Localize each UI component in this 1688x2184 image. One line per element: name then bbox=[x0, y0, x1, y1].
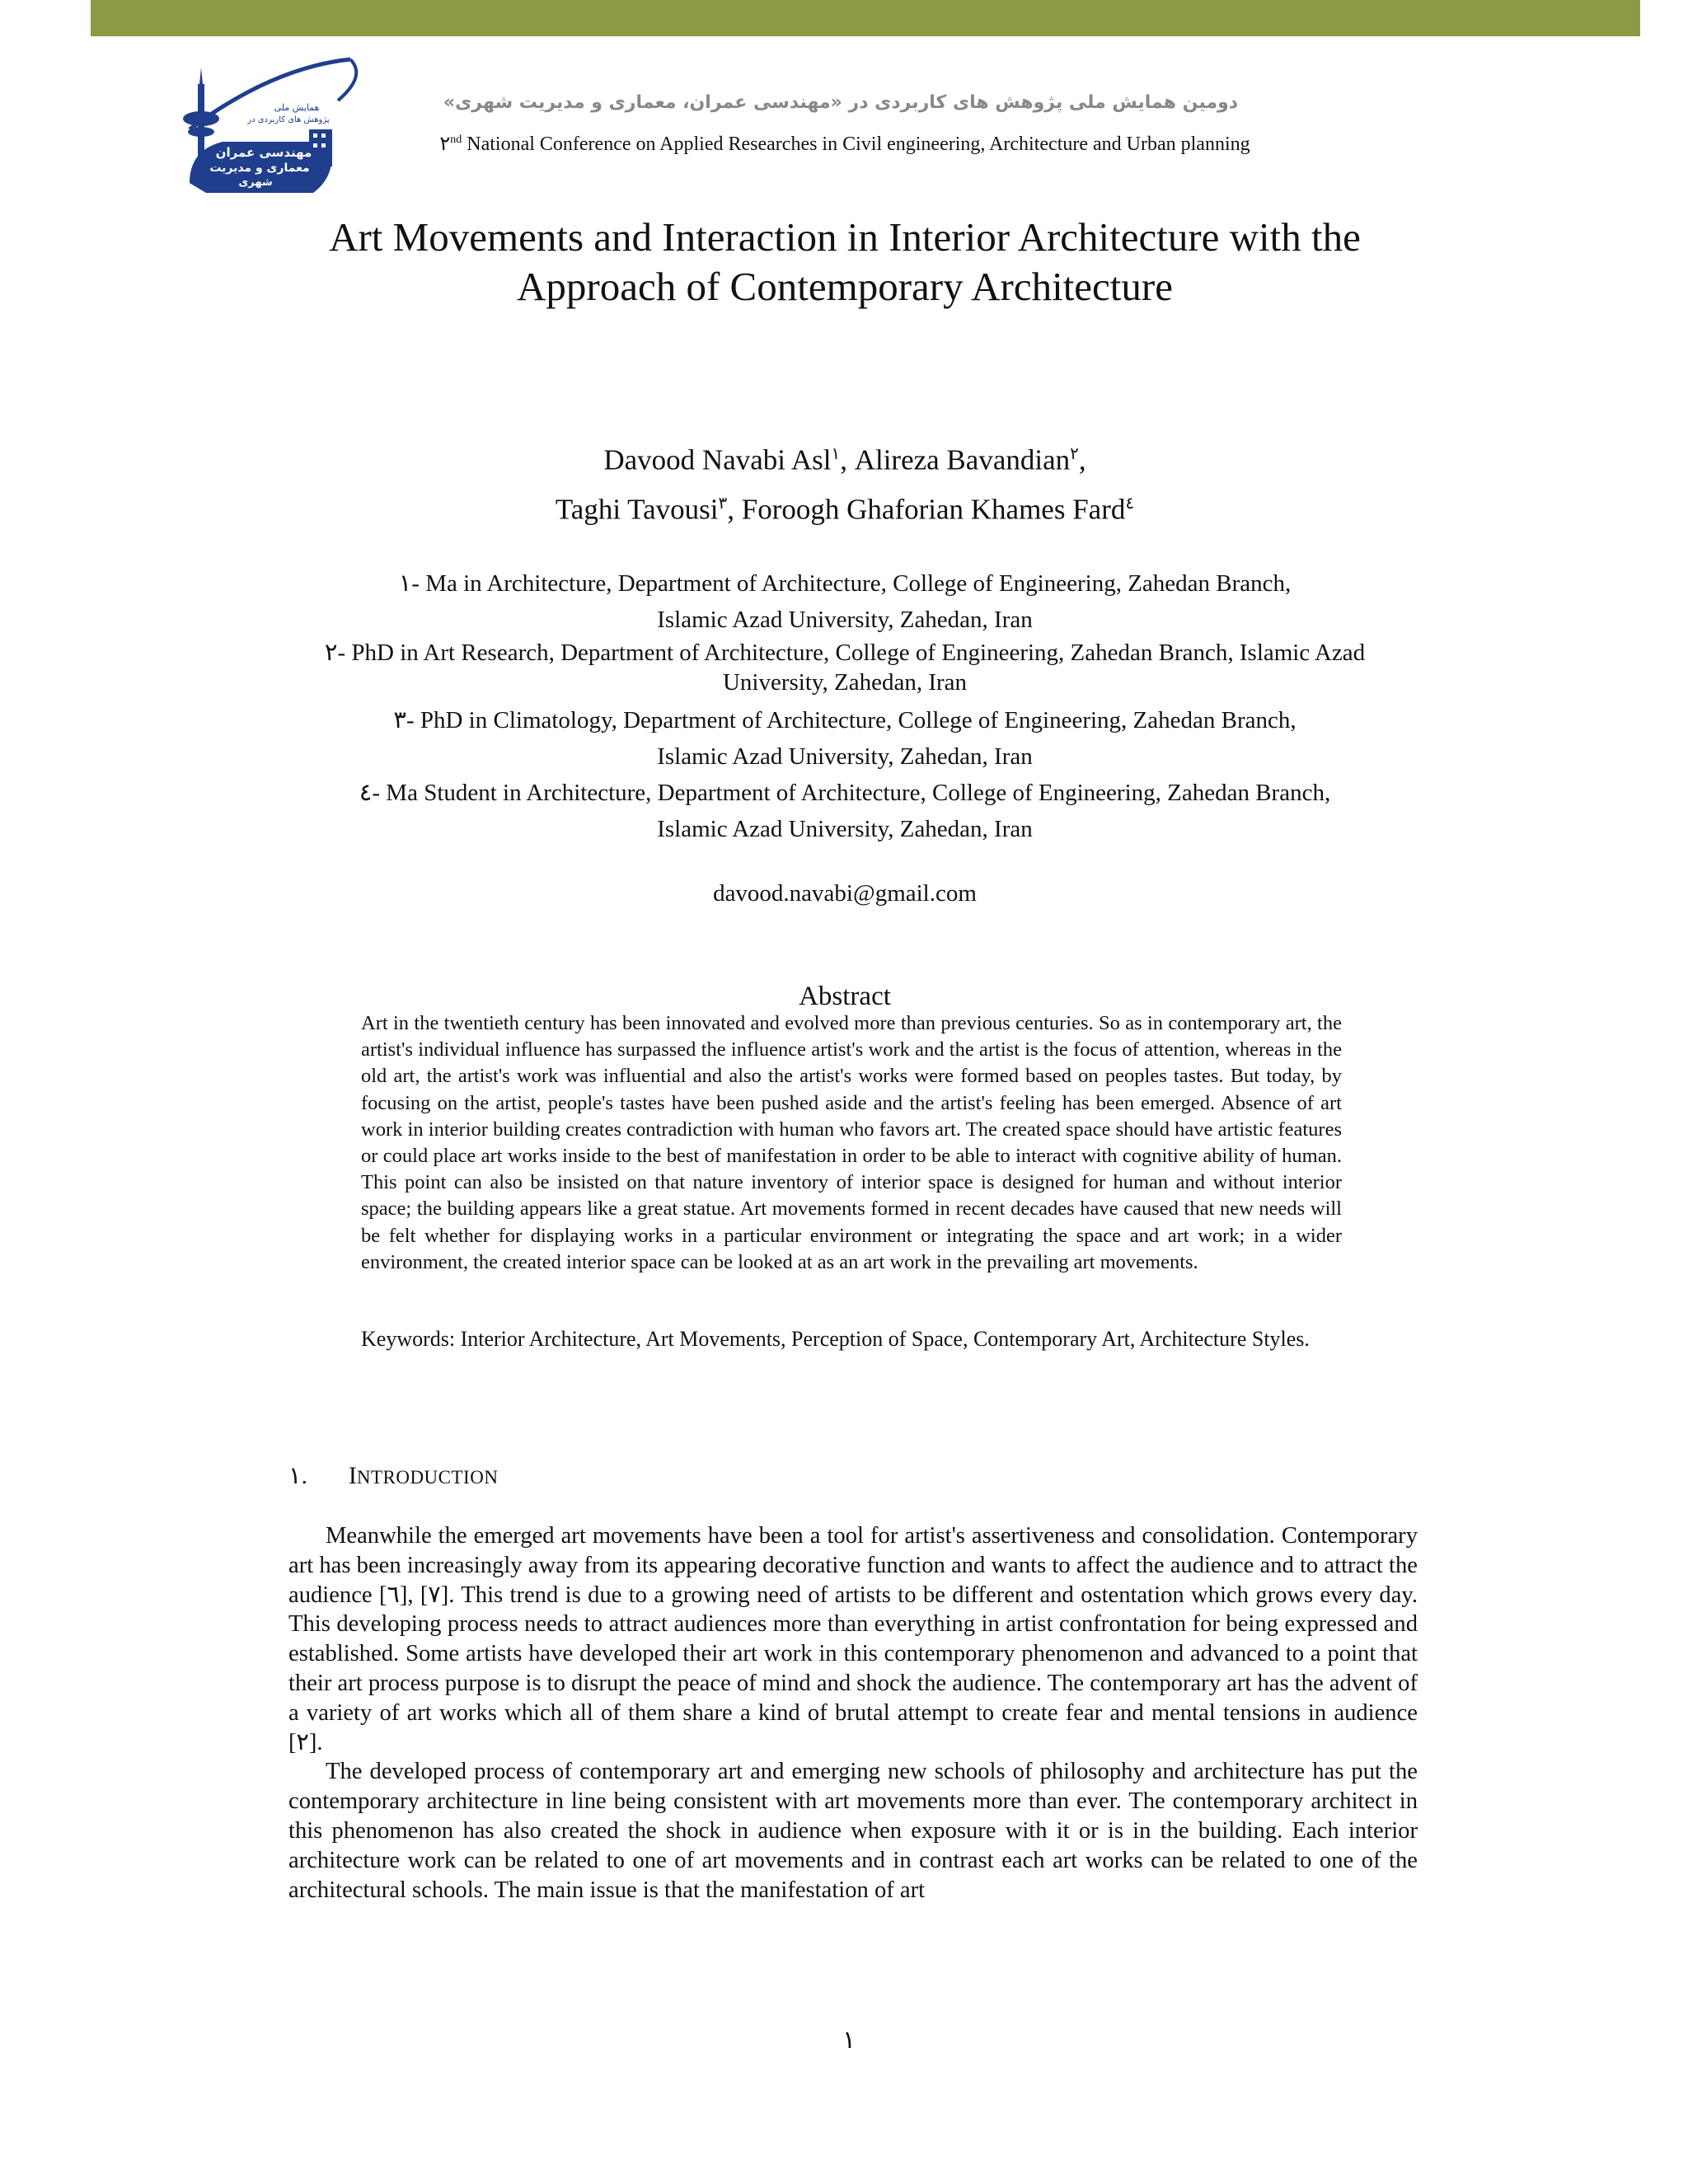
logo-text-line4: معماری و مدیریت bbox=[209, 162, 310, 175]
affiliation-line: Islamic Azad University, Zahedan, Iran bbox=[657, 743, 1033, 770]
author-affil-mark: ٤ bbox=[1125, 494, 1135, 513]
abstract-text: Art in the twentieth century has been innovated and evolved more than previous centuries. So as in contemporary art, the artist's individual influence has surpassed the influence artist's work and the artist is the focus of attention, whereas in the old art, the artist's work was influential and also the artist's works were formed based on peoples tastes. But today, by focusing on the artist, people's tastes have been pushed aside and the artist's feeling has been emerged. Absence of art work in interior building creates contradiction with human who favors art. The created space should have artistic features or could place art works inside to the best of manifestation in order to be able to interact with cognitive ability of human. This point can also be insisted on that nature inventory of interior space is designed for human and without interior space; the building appears like a great statue. Art movements formed in recent decades have caused that new needs will be felt whether for displaying works in a particular environment or integrating the space and art work; in a wider environment, the created interior space can be looked at as an art work in the prevailing art movements. bbox=[361, 1012, 1342, 1273]
affiliation-line: Islamic Azad University, Zahedan, Iran bbox=[657, 816, 1033, 842]
affiliation-line: ۳- PhD in Climatology, Department of Architecture, College of Engineering, Zahedan Branch, bbox=[393, 707, 1296, 733]
paper-title-line1: Art Movements and Interaction in Interior Architecture with the bbox=[329, 214, 1361, 260]
affiliation-item bbox=[280, 638, 1409, 697]
header-color-bar bbox=[91, 0, 1640, 36]
affiliation-item bbox=[280, 702, 1409, 775]
section-heading-introduction bbox=[288, 1461, 498, 1490]
author-separator: , bbox=[1078, 443, 1086, 476]
section-number: ۱. bbox=[288, 1463, 307, 1489]
section-title-initial: I bbox=[348, 1462, 357, 1489]
author-name: Alireza Bavandian bbox=[854, 443, 1071, 476]
author-name: Taghi Tavousi bbox=[555, 493, 719, 526]
affiliation-item bbox=[280, 775, 1409, 847]
conference-title-persian: دومین همایش ملی پژوهش های کاربردی در «مهندسی عمران، معماری و مدیریت شهری» bbox=[443, 92, 1239, 113]
conference-logo bbox=[173, 51, 363, 195]
author-separator: , bbox=[840, 443, 855, 476]
section-title-rest: NTRODUCTION bbox=[356, 1467, 499, 1488]
page-number: ۱ bbox=[842, 2027, 856, 2054]
contact-email[interactable]: davood.navabi@gmail.com bbox=[713, 880, 977, 907]
author-line-1 bbox=[198, 433, 1492, 482]
affiliation-line: ٤- Ma Student in Architecture, Department of Architecture, College of Engineering, Zahedan Branch, bbox=[359, 780, 1331, 806]
affiliation-line: ۲- PhD in Art Research, Department of Architecture, College of Engineering, Zahedan Branch, Islamic Azad bbox=[324, 640, 1366, 666]
conference-title-english bbox=[408, 132, 1282, 156]
conference-name: National Conference on Applied Researches in Civil engineering, Architecture and Urban planning bbox=[462, 134, 1250, 155]
author-affil-mark: ۳ bbox=[718, 494, 728, 513]
paragraph: Meanwhile the emerged art movements have been a tool for artist's assertiveness and consolidation. Contemporary art has been increasingly away from its appearing decorative function and wants to affect the audience and to attract the audience [٦], [٧]. This trend is due to a growing need of artists to be different and ostentation which grows every day. This developing process needs to attract audiences more than everything in artist confrontation for being expressed and established. Some artists have developed their art work in this contemporary phenomenon and advanced to a point that their art process purpose is to disrupt the peace of mind and shock the audience. The contemporary art has the advent of a variety of art works which all of them share a kind of brutal attempt to create fear and mental tensions in audience [٢]. bbox=[288, 1523, 1418, 1755]
affiliation-line: Islamic Azad University, Zahedan, Iran bbox=[657, 607, 1033, 633]
author-name: Foroogh Ghaforian Khames Fard bbox=[741, 493, 1126, 526]
keywords: Keywords: Interior Architecture, Art Movements, Perception of Space, Contemporary Art, Architecture Styles. bbox=[361, 1327, 1310, 1351]
conference-ordinal-number: ۲ bbox=[439, 134, 451, 155]
author-separator: , bbox=[727, 493, 742, 526]
author-affil-mark: ۲ bbox=[1070, 445, 1079, 463]
paragraph: The developed process of contemporary art and emerging new schools of philosophy and architecture has put the contemporary architecture in line being consistent with art movements more than ever. The contemporary architect in this phenomenon has also created the shock in audience when exposure with it or is in the building. Each interior architecture work can be related to one of art movements and in contrast each art works can be related to one of the architectural schools. The main issue is that the manifestation of art bbox=[288, 1759, 1418, 1903]
author-list bbox=[198, 433, 1492, 531]
logo-text-line1: همایش ملی bbox=[274, 102, 320, 113]
author-name: Davood Navabi Asl bbox=[603, 443, 832, 476]
affiliation-item bbox=[280, 565, 1409, 638]
affiliation-line: ۱- Ma in Architecture, Department of Architecture, College of Engineering, Zahedan Branch, bbox=[398, 570, 1292, 597]
introduction-body bbox=[288, 1521, 1418, 1905]
logo-text-line5: شهری bbox=[238, 176, 273, 189]
logo-text-line3: مهندسی عمران bbox=[215, 145, 312, 160]
conference-ordinal-suffix: nd bbox=[450, 134, 462, 146]
logo-text-line2: پژوهش های کاربردی در bbox=[247, 115, 330, 124]
affiliation-list bbox=[280, 565, 1409, 847]
paper-title-line2: Approach of Contemporary Architecture bbox=[517, 264, 1173, 309]
author-line-2 bbox=[198, 482, 1492, 532]
abstract-heading: Abstract bbox=[799, 982, 891, 1011]
affiliation-line: University, Zahedan, Iran bbox=[722, 669, 968, 696]
author-affil-mark: ۱ bbox=[831, 445, 841, 463]
paper-title bbox=[198, 213, 1492, 312]
